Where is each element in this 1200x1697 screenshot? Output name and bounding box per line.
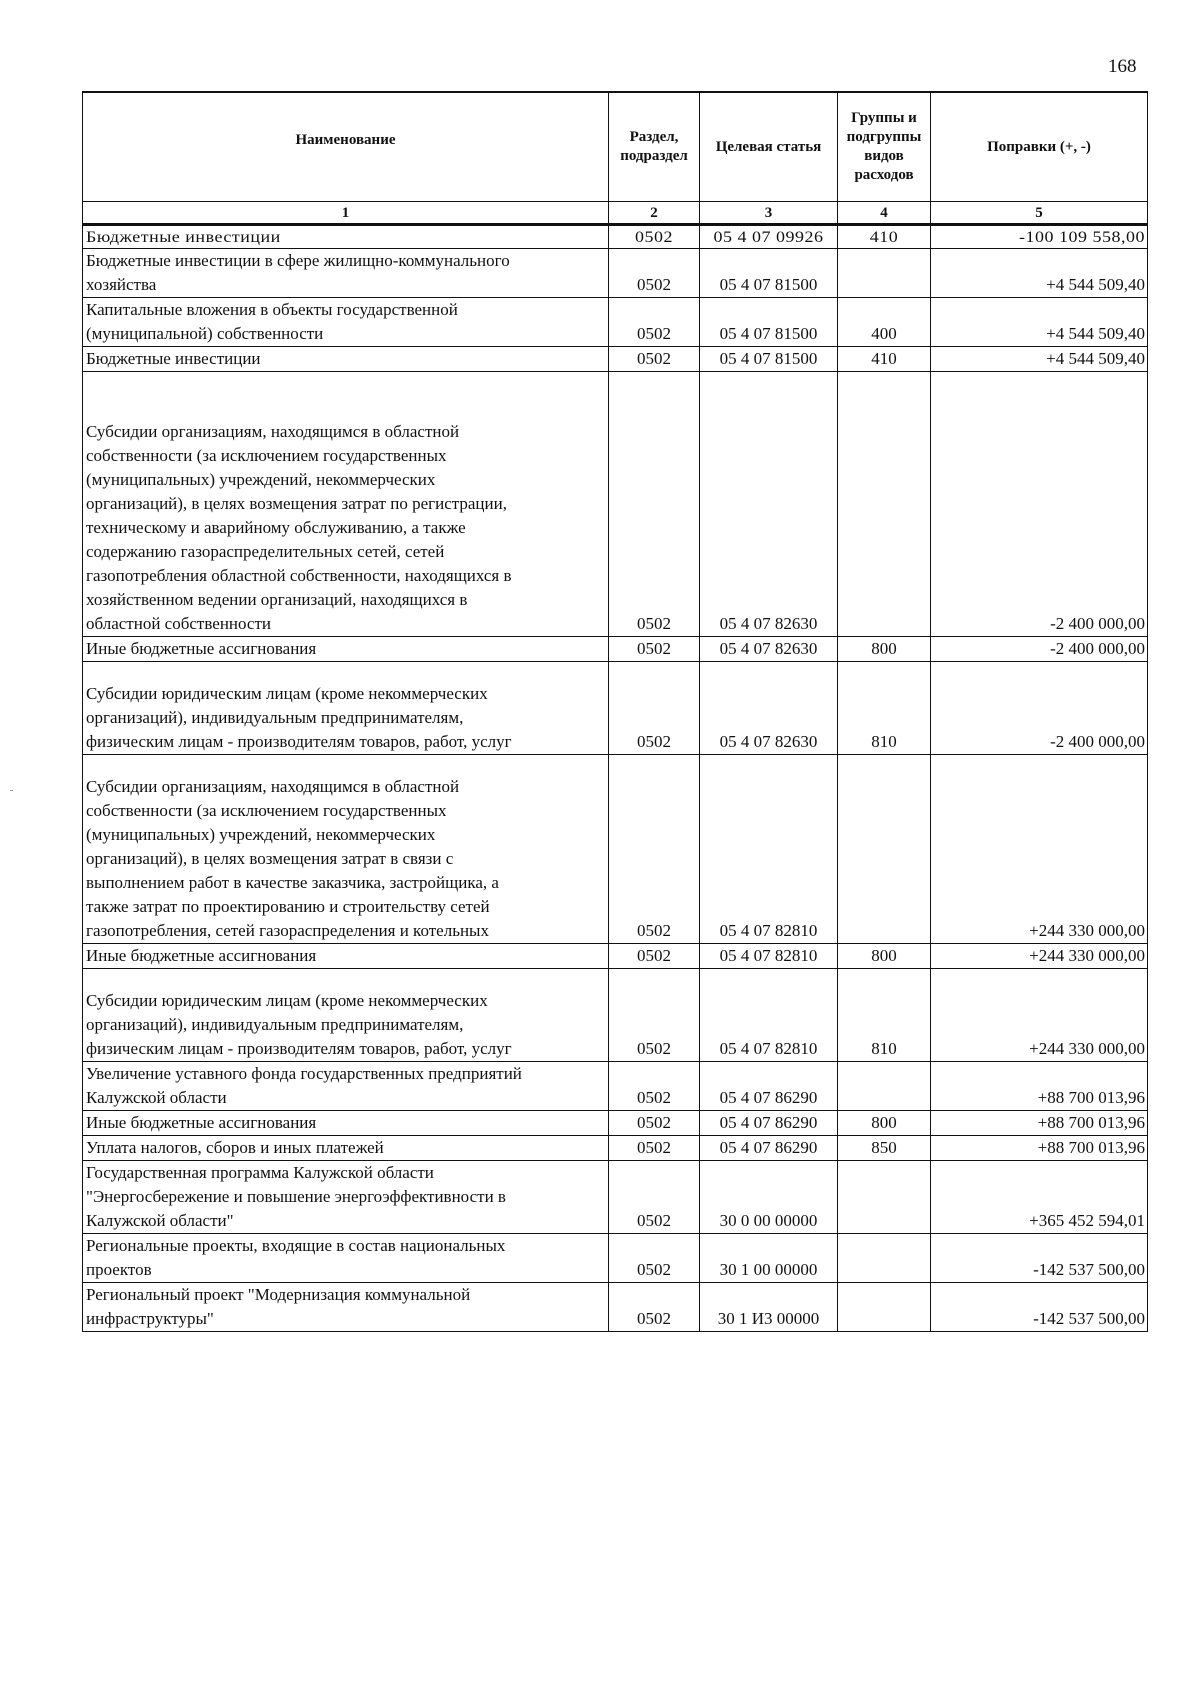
row-amount — [931, 225, 1148, 249]
table-row — [83, 298, 1148, 347]
row-group — [838, 944, 931, 969]
row-target-text: 05 4 07 82810 — [719, 1039, 818, 1058]
row-name — [83, 298, 609, 347]
row-section-text: 0502 — [637, 1211, 671, 1230]
row-target — [700, 1234, 838, 1283]
row-group — [838, 372, 931, 637]
row-name-text: Субсидии юридическим лицам (кроме некоммерческих организаций), индивидуальным предпринимателям, физическим лицам - производителям товаров, работ, услуг — [86, 684, 512, 751]
row-section — [609, 347, 700, 372]
row-amount-text: -2 400 000,00 — [1050, 732, 1145, 751]
row-group — [838, 1136, 931, 1161]
row-amount — [931, 755, 1148, 944]
row-section — [609, 1234, 700, 1283]
row-name-text: Увеличение уставного фонда государственных предприятий Калужской области — [86, 1064, 522, 1107]
row-name-text: Субсидии организациям, находящимся в областной собственности (за исключением государственных (муниципальных) учреждений, некоммерческих организаций), в целях возмещения затрат по регистрации, техническому и аварийному обслуживанию, а также содержанию газораспределительных сетей, сетей газопотребления областной собственности, находящихся в хозяйственном ведении организаций, находящихся в областной собственности — [86, 422, 512, 633]
row-section — [609, 298, 700, 347]
row-amount-text: -142 537 500,00 — [1033, 1260, 1145, 1279]
row-group — [838, 1283, 931, 1332]
header-amount: Поправки (+, -) — [931, 92, 1148, 202]
row-group-text: 410 — [869, 228, 899, 246]
row-group-text: 410 — [871, 349, 897, 368]
row-group-text: 800 — [871, 639, 897, 658]
row-target — [700, 225, 838, 249]
row-target — [700, 347, 838, 372]
header-section: Раздел, подраздел — [609, 92, 700, 202]
row-amount-text: +244 330 000,00 — [1029, 921, 1145, 940]
table-row — [83, 347, 1148, 372]
row-target-text: 05 4 07 86290 — [719, 1088, 818, 1107]
row-amount — [931, 372, 1148, 637]
row-section-text: 0502 — [637, 324, 671, 343]
row-group — [838, 347, 931, 372]
row-target-text: 05 4 07 86290 — [719, 1138, 818, 1157]
row-name-text: Региональный проект "Модернизация коммунальной инфраструктуры" — [86, 1285, 471, 1328]
row-section-text: 0502 — [637, 1113, 671, 1132]
row-target — [700, 1136, 838, 1161]
row-target — [700, 1111, 838, 1136]
table-row — [83, 755, 1148, 944]
row-name — [83, 1111, 609, 1136]
row-name — [83, 1283, 609, 1332]
row-section-text: 0502 — [635, 228, 673, 246]
row-name — [83, 1234, 609, 1283]
row-name-text: Бюджетные инвестиции — [86, 228, 281, 246]
row-section-text: 0502 — [637, 1138, 671, 1157]
row-amount-text: +4 544 509,40 — [1046, 349, 1145, 368]
row-name — [83, 347, 609, 372]
row-section — [609, 1111, 700, 1136]
row-section — [609, 225, 700, 249]
row-name-text: Иные бюджетные ассигнования — [86, 946, 317, 965]
row-name-text: Капитальные вложения в объекты государственной (муниципальной) собственности — [86, 300, 458, 343]
row-amount — [931, 1161, 1148, 1234]
header-name: Наименование — [83, 92, 609, 202]
row-name-text: Иные бюджетные ассигнования — [86, 639, 317, 658]
row-group — [838, 755, 931, 944]
row-amount-text: +365 452 594,01 — [1029, 1211, 1145, 1230]
table-row — [83, 1111, 1148, 1136]
budget-amendments-table — [82, 91, 1148, 1332]
row-amount — [931, 347, 1148, 372]
row-amount — [931, 298, 1148, 347]
row-group-text: 850 — [871, 1138, 897, 1157]
row-section — [609, 969, 700, 1062]
table-row — [83, 372, 1148, 637]
row-section — [609, 662, 700, 755]
row-section-text: 0502 — [637, 921, 671, 940]
table-row — [83, 1283, 1148, 1332]
row-amount — [931, 1234, 1148, 1283]
scan-mark — [10, 790, 13, 791]
row-target-text: 05 4 07 81500 — [719, 349, 818, 368]
row-name — [83, 225, 609, 249]
table-row — [83, 637, 1148, 662]
row-section-text: 0502 — [637, 732, 671, 751]
row-section — [609, 637, 700, 662]
row-amount-text: +4 544 509,40 — [1046, 324, 1145, 343]
row-group — [838, 225, 931, 249]
row-name — [83, 372, 609, 637]
row-target — [700, 298, 838, 347]
column-number: 4 — [838, 202, 931, 225]
column-number: 2 — [609, 202, 700, 225]
row-target — [700, 637, 838, 662]
row-group — [838, 662, 931, 755]
row-target-text: 05 4 07 82630 — [719, 639, 818, 658]
row-name-text: Уплата налогов, сборов и иных платежей — [86, 1138, 384, 1157]
row-amount — [931, 1062, 1148, 1111]
row-target-text: 05 4 07 82810 — [719, 921, 818, 940]
header-group: Группы и подгруппы видов расходов — [838, 92, 931, 202]
row-amount — [931, 662, 1148, 755]
row-name-text: Субсидии юридическим лицам (кроме некоммерческих организаций), индивидуальным предпринимателям, физическим лицам - производителям товаров, работ, услуг — [86, 991, 512, 1058]
table-row — [83, 1161, 1148, 1234]
row-section — [609, 944, 700, 969]
row-section-text: 0502 — [637, 1039, 671, 1058]
row-amount — [931, 1283, 1148, 1332]
row-name-text: Бюджетные инвестиции — [86, 349, 261, 368]
row-target-text: 05 4 07 09926 — [713, 228, 824, 246]
row-amount-text: +88 700 013,96 — [1037, 1113, 1145, 1132]
page-number: 168 — [1108, 56, 1137, 77]
row-name — [83, 637, 609, 662]
row-group — [838, 1161, 931, 1234]
row-group — [838, 637, 931, 662]
row-name — [83, 944, 609, 969]
column-number: 5 — [931, 202, 1148, 225]
table-row — [83, 1136, 1148, 1161]
row-amount-text: +88 700 013,96 — [1037, 1138, 1145, 1157]
row-group — [838, 249, 931, 298]
row-group — [838, 1111, 931, 1136]
table-row — [83, 225, 1148, 249]
row-name-text: Бюджетные инвестиции в сфере жилищно-коммунального хозяйства — [86, 251, 510, 294]
row-target-text: 05 4 07 86290 — [719, 1113, 818, 1132]
row-group — [838, 1234, 931, 1283]
row-target — [700, 944, 838, 969]
row-target-text: 05 4 07 81500 — [719, 275, 818, 294]
row-target-text: 05 4 07 82810 — [719, 946, 818, 965]
row-section — [609, 372, 700, 637]
header-target: Целевая статья — [700, 92, 838, 202]
table-body — [83, 225, 1148, 1332]
row-group — [838, 1062, 931, 1111]
row-target — [700, 755, 838, 944]
row-section-text: 0502 — [637, 275, 671, 294]
row-name-text: Государственная программа Калужской области "Энергосбережение и повышение энергоэффективности в Калужской области" — [86, 1163, 506, 1230]
row-section — [609, 755, 700, 944]
row-section — [609, 1062, 700, 1111]
row-section-text: 0502 — [637, 639, 671, 658]
row-group — [838, 298, 931, 347]
row-group-text: 810 — [871, 732, 897, 751]
row-name — [83, 249, 609, 298]
column-number-row — [83, 202, 1148, 225]
row-amount — [931, 969, 1148, 1062]
row-section-text: 0502 — [637, 1260, 671, 1279]
row-name — [83, 969, 609, 1062]
row-group-text: 810 — [871, 1039, 897, 1058]
table-row — [83, 1062, 1148, 1111]
row-section-text: 0502 — [637, 349, 671, 368]
table-row — [83, 662, 1148, 755]
row-amount-text: +4 544 509,40 — [1046, 275, 1145, 294]
row-amount-text: -2 400 000,00 — [1050, 639, 1145, 658]
row-section — [609, 1283, 700, 1332]
table-row — [83, 1234, 1148, 1283]
row-target-text: 30 1 00 00000 — [719, 1260, 818, 1279]
table-row — [83, 249, 1148, 298]
row-name-text: Региональные проекты, входящие в состав национальных проектов — [86, 1236, 506, 1279]
row-target-text: 05 4 07 82630 — [719, 732, 818, 751]
row-amount-text: +88 700 013,96 — [1037, 1088, 1145, 1107]
row-name — [83, 662, 609, 755]
row-amount — [931, 637, 1148, 662]
row-section-text: 0502 — [637, 614, 671, 633]
row-section — [609, 1161, 700, 1234]
row-target-text: 30 0 00 00000 — [719, 1211, 818, 1230]
row-target — [700, 969, 838, 1062]
row-name-text: Иные бюджетные ассигнования — [86, 1113, 317, 1132]
row-target — [700, 662, 838, 755]
row-name — [83, 1062, 609, 1111]
row-amount — [931, 1111, 1148, 1136]
row-name — [83, 755, 609, 944]
row-amount-text: -100 109 558,00 — [1019, 228, 1145, 246]
row-amount-text: +244 330 000,00 — [1029, 1039, 1145, 1058]
row-amount — [931, 249, 1148, 298]
row-amount — [931, 944, 1148, 969]
row-amount-text: -142 537 500,00 — [1033, 1309, 1145, 1328]
column-number: 1 — [83, 202, 609, 225]
row-name — [83, 1161, 609, 1234]
row-amount-text: +244 330 000,00 — [1029, 946, 1145, 965]
row-target — [700, 372, 838, 637]
row-section — [609, 249, 700, 298]
row-amount-text: -2 400 000,00 — [1050, 614, 1145, 633]
row-target — [700, 1062, 838, 1111]
row-amount — [931, 1136, 1148, 1161]
table-row — [83, 969, 1148, 1062]
column-number: 3 — [700, 202, 838, 225]
row-section-text: 0502 — [637, 1088, 671, 1107]
row-group-text: 400 — [871, 324, 897, 343]
row-group-text: 800 — [871, 1113, 897, 1132]
row-target — [700, 1161, 838, 1234]
row-section-text: 0502 — [637, 1309, 671, 1328]
row-name-text: Субсидии организациям, находящимся в областной собственности (за исключением государственных (муниципальных) учреждений, некоммерческих организаций), в целях возмещения затрат в связи с выполнением работ в качестве заказчика, застройщика, а также затрат по проектированию и строительству сетей газопотребления, сетей газораспределения и котельных — [86, 777, 499, 940]
row-target — [700, 249, 838, 298]
row-group-text: 800 — [871, 946, 897, 965]
row-section — [609, 1136, 700, 1161]
row-group — [838, 969, 931, 1062]
row-name — [83, 1136, 609, 1161]
table-header-row — [83, 92, 1148, 202]
row-target — [700, 1283, 838, 1332]
row-section-text: 0502 — [637, 946, 671, 965]
row-target-text: 30 1 И3 00000 — [717, 1309, 820, 1328]
row-target-text: 05 4 07 81500 — [719, 324, 818, 343]
table-row — [83, 944, 1148, 969]
row-target-text: 05 4 07 82630 — [719, 614, 818, 633]
